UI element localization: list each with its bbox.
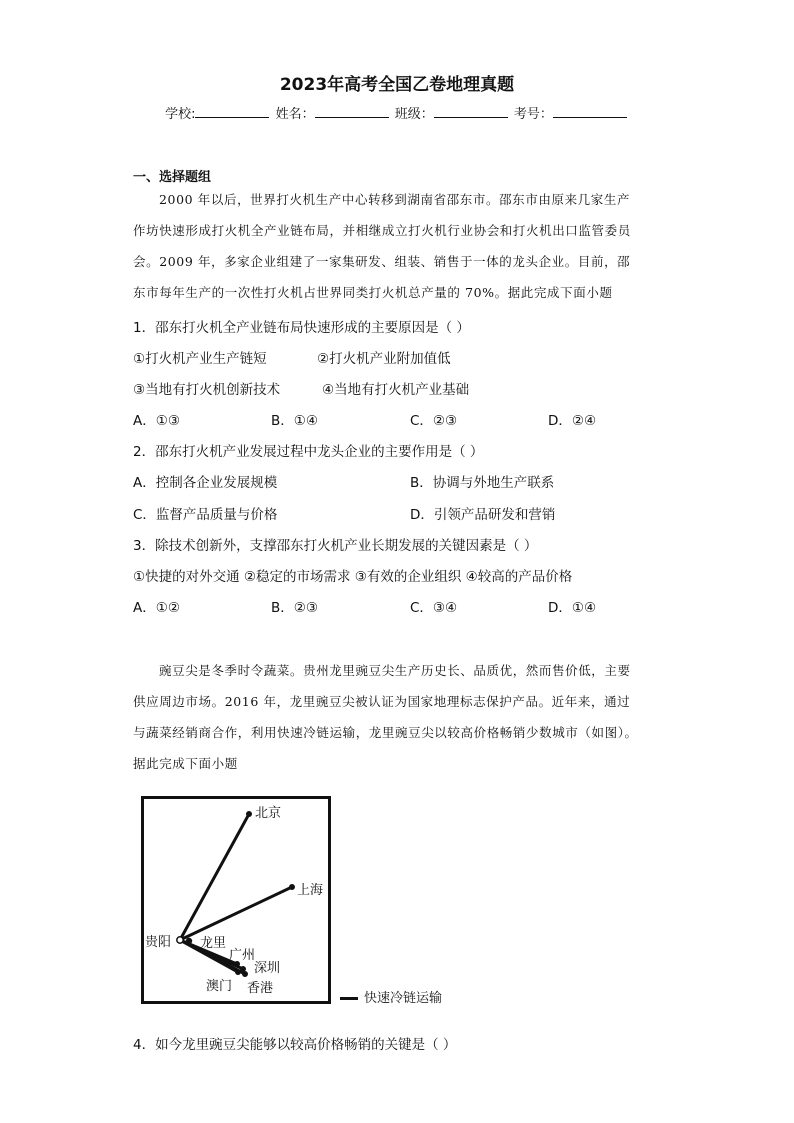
q1-item-2: ②打火机产业附加值低	[317, 351, 451, 367]
school-label: 学校:	[165, 107, 196, 122]
q1-option-c[interactable]: C．②③	[410, 413, 458, 429]
q1-item-4: ④当地有打火机产业基础	[322, 382, 470, 398]
map-routes	[144, 799, 328, 1001]
city-dot-beijing	[246, 811, 252, 817]
passage-2-line: 与蔬菜经销商合作，利用快速冷链运输，龙里豌豆尖以较高价格畅销少数城市（如图）。	[133, 725, 638, 740]
q3-items: ①快捷的对外交通 ②稳定的市场需求 ③有效的企业组织 ④较高的产品价格	[133, 569, 573, 585]
label-longli: 龙里	[200, 936, 227, 951]
q3-option-d[interactable]: D．①④	[548, 600, 597, 616]
q3-option-c[interactable]: C．③④	[410, 600, 458, 616]
label-hongkong: 香港	[247, 981, 274, 996]
legend-line-symbol	[340, 997, 358, 1000]
city-dot-shanghai	[289, 884, 295, 890]
passage-2-line: 供应周边市场。2016 年，龙里豌豆尖被认证为国家地理标志保护产品。近年来，通过	[133, 694, 631, 709]
label-guangzhou: 广州	[229, 948, 256, 963]
page-title: 2023年高考全国乙卷地理真题	[279, 75, 515, 95]
school-field[interactable]	[195, 105, 269, 118]
section-heading: 一、选择题组	[133, 170, 212, 185]
city-dot-macau	[235, 969, 241, 975]
exam-no-label: 考号：	[513, 107, 553, 122]
label-macau: 澳门	[206, 979, 233, 994]
passage-1	[133, 184, 673, 308]
passage-2-line: 据此完成下面小题	[133, 756, 238, 771]
question-1-stem: 1．邵东打火机全产业链布局快速形成的主要原因是（ ）	[133, 320, 470, 336]
passage-1-line: 会。2009 年，多家企业组建了一家集研发、组装、销售于一体的龙头企业。目前，邵	[133, 254, 631, 269]
passage-2	[133, 655, 673, 779]
q1-item-1: ①打火机产业生产链短	[133, 351, 267, 367]
q1-option-a[interactable]: A．①③	[133, 413, 180, 429]
q2-option-c[interactable]: C．监督产品质量与价格	[133, 507, 278, 523]
q3-option-b[interactable]: B．②③	[271, 600, 318, 616]
city-dot-guiyang	[177, 937, 183, 943]
student-info-line	[0, 103, 794, 122]
q2-option-d[interactable]: D．引领产品研发和营销	[410, 507, 556, 523]
passage-1-line: 东市每年生产的一次性打火机占世界同类打火机总产量的 70%。据此完成下面小题	[133, 285, 613, 300]
question-4-stem: 4．如今龙里豌豆尖能够以较高价格畅销的关键是（ ）	[133, 1037, 457, 1053]
label-beijing: 北京	[255, 806, 282, 821]
question-3-stem: 3．除技术创新外，支撑邵东打火机产业长期发展的关键因素是（ ）	[133, 538, 538, 554]
legend-label: 快速冷链运输	[364, 991, 443, 1006]
q1-item-3: ③当地有打火机创新技术	[133, 382, 281, 398]
q2-option-b[interactable]: B．协调与外地生产联系	[410, 475, 555, 491]
map-legend	[340, 987, 442, 1006]
distribution-map	[141, 796, 331, 1004]
city-dot-longli	[186, 938, 192, 944]
exam-no-field[interactable]	[553, 105, 627, 118]
label-shanghai: 上海	[297, 883, 324, 898]
q3-option-a[interactable]: A．①②	[133, 600, 180, 616]
passage-1-line: 2000 年以后，世界打火机生产中心转移到湖南省邵东市。邵东市由原来几家生产	[159, 192, 631, 207]
name-field[interactable]	[315, 105, 389, 118]
q2-option-a[interactable]: A．控制各企业发展规模	[133, 475, 278, 491]
route-shanghai	[180, 887, 292, 940]
passage-1-line: 作坊快速形成打火机全产业链布局，并相继成立打火机行业协会和打火机出口监管委员	[133, 223, 631, 238]
name-label: 姓名：	[275, 107, 315, 122]
q1-option-d[interactable]: D．②④	[548, 413, 597, 429]
label-guiyang: 贵阳	[145, 935, 172, 950]
q1-option-b[interactable]: B．①④	[271, 413, 318, 429]
question-2-stem: 2．邵东打火机产业发展过程中龙头企业的主要作用是（ ）	[133, 444, 484, 460]
class-field[interactable]	[434, 105, 508, 118]
passage-2-line: 豌豆尖是冬季时令蔬菜。贵州龙里豌豆尖生产历史长、品质优，然而售价低，主要	[159, 663, 631, 678]
route-beijing	[180, 814, 249, 940]
label-shenzhen: 深圳	[254, 961, 281, 976]
class-label: 班级：	[394, 107, 434, 122]
